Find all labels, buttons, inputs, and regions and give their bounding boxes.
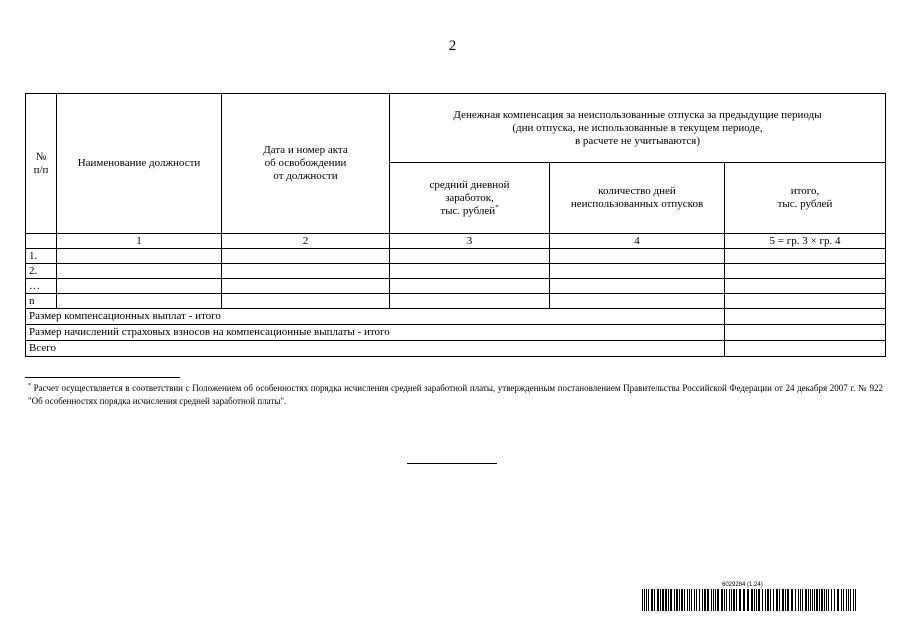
barcode-bar: [810, 589, 811, 611]
barcode-bar: [736, 589, 737, 611]
barcode-bar: [787, 589, 789, 611]
col-days-header: количество дней неиспользованных отпусков: [550, 163, 725, 234]
column-number: 2: [222, 234, 390, 249]
table-cell[interactable]: [725, 264, 886, 279]
page-number: 2: [448, 38, 457, 54]
barcode-bar: [785, 589, 786, 611]
barcode-bar: [670, 589, 672, 611]
barcode-label: 6029284 (1.24): [722, 582, 763, 588]
barcode-bar: [707, 589, 709, 611]
footnote: [28, 380, 883, 408]
barcode-bar: [648, 589, 649, 611]
column-number: 4: [550, 234, 725, 249]
barcode-bar: [819, 589, 820, 611]
summary-row-compensation: [26, 309, 886, 325]
table-cell[interactable]: [725, 249, 886, 264]
summary-label: Всего: [26, 341, 725, 357]
barcode-bar: [754, 589, 755, 611]
barcode-bar: [696, 589, 697, 611]
barcode-bar: [660, 589, 661, 611]
barcode-bar: [837, 589, 839, 611]
barcode-bar: [657, 589, 659, 611]
barcode-bar: [765, 589, 766, 611]
barcode-bar: [831, 589, 832, 611]
barcode-bar: [846, 589, 847, 611]
barcode-bar: [665, 589, 667, 611]
barcode-bar: [758, 589, 760, 611]
barcode-bar: [662, 589, 664, 611]
table-cell[interactable]: [57, 279, 222, 294]
barcode-bar: [828, 589, 829, 611]
end-of-document-rule: [407, 463, 497, 464]
table-cell[interactable]: [222, 279, 390, 294]
barcode-bar: [717, 589, 719, 611]
barcode-bar: [699, 589, 700, 611]
table-cell[interactable]: [550, 279, 725, 294]
row-number: 2.: [26, 264, 57, 279]
table-cell[interactable]: [390, 279, 550, 294]
barcode-bar: [855, 589, 856, 611]
barcode-bar: [848, 589, 849, 611]
barcode: [641, 589, 859, 611]
table-row: [26, 264, 886, 279]
table-cell[interactable]: [390, 264, 550, 279]
table-cell[interactable]: [550, 264, 725, 279]
barcode-bar: [679, 589, 680, 611]
col-no-header: № п/п: [26, 94, 57, 234]
barcode-bar: [739, 589, 741, 611]
summary-value-cell[interactable]: [725, 341, 886, 357]
compensation-table: [25, 93, 886, 357]
barcode-bar: [756, 589, 757, 611]
header-row-1: [26, 94, 886, 163]
barcode-bar: [850, 589, 851, 611]
barcode-bar: [814, 589, 815, 611]
barcode-bar: [782, 589, 784, 611]
summary-row-insurance: [26, 325, 886, 341]
barcode-bar: [805, 589, 807, 611]
table-cell[interactable]: [390, 294, 550, 309]
barcode-bar: [733, 589, 735, 611]
table-cell[interactable]: [222, 249, 390, 264]
barcode-bar: [642, 589, 643, 611]
barcode-bar: [841, 589, 842, 611]
barcode-bar: [816, 589, 818, 611]
barcode-bar: [689, 589, 690, 611]
table-cell[interactable]: [57, 294, 222, 309]
barcode-bar: [826, 589, 827, 611]
barcode-bar: [731, 589, 732, 611]
row-number: n: [26, 294, 57, 309]
summary-label: Размер компенсационных выплат - итого: [26, 309, 725, 325]
column-number: 1: [57, 234, 222, 249]
summary-value-cell[interactable]: [725, 325, 886, 341]
column-number: 3: [390, 234, 550, 249]
barcode-bar: [776, 589, 778, 611]
barcode-bar: [791, 589, 793, 611]
barcode-bar: [729, 589, 730, 611]
barcode-bar: [668, 589, 669, 611]
barcode-bar: [808, 589, 809, 611]
barcode-bar: [654, 589, 655, 611]
barcode-bar: [644, 589, 645, 611]
barcode-bar: [767, 589, 769, 611]
barcode-bar: [800, 589, 801, 611]
barcode-bar: [726, 589, 727, 611]
row-number: 1.: [26, 249, 57, 264]
table-row: [26, 279, 886, 294]
footnote-mark: *: [28, 383, 31, 389]
table-cell[interactable]: [725, 279, 886, 294]
table-cell[interactable]: [222, 264, 390, 279]
barcode-bar: [681, 589, 683, 611]
barcode-bar: [694, 589, 695, 611]
barcode-bar: [824, 589, 825, 611]
summary-row-total: [26, 341, 886, 357]
barcode-bar: [704, 589, 706, 611]
table-cell[interactable]: [550, 249, 725, 264]
barcode-bar: [795, 589, 796, 611]
table-cell[interactable]: [550, 294, 725, 309]
barcode-bar: [802, 589, 803, 611]
barcode-bar: [715, 589, 716, 611]
col-total-header: итого, тыс. рублей: [725, 163, 886, 234]
col-avg-earnings-header: [390, 163, 550, 234]
barcode-bar: [798, 589, 799, 611]
table-cell[interactable]: [390, 249, 550, 264]
barcode-bar: [743, 589, 745, 611]
barcode-bar: [684, 589, 685, 611]
barcode-bar: [711, 589, 712, 611]
barcode-bar: [721, 589, 723, 611]
table-row: [26, 294, 886, 309]
column-number-row: [26, 234, 886, 249]
table-row: [26, 249, 886, 264]
barcode-bar: [651, 589, 653, 611]
barcode-bar: [713, 589, 714, 611]
barcode-bar: [843, 589, 844, 611]
col-act-header: Дата и номер акта об освобождении от должности: [222, 94, 390, 234]
footnote-text: Расчет осуществляется в соответствии с Положением об особенностях порядка исчисления средней заработной платы, утвержденным постановлением Правительства Российской Федерации от 24 декабря 2007 г. № 922 "Об особенностях порядка исчисления средней заработной платы".: [28, 383, 883, 406]
column-number: 5 = гр. 3 × гр. 4: [725, 234, 886, 249]
barcode-bar: [853, 589, 854, 611]
barcode-bar: [812, 589, 813, 611]
barcode-bar: [770, 589, 771, 611]
barcode-bar: [724, 589, 725, 611]
barcode-bar: [821, 589, 823, 611]
table-cell[interactable]: [57, 249, 222, 264]
table-cell[interactable]: [222, 294, 390, 309]
compensation-group-header: Денежная компенсация за неиспользованные отпуска за предыдущие периоды (дни отпуска, не использованные в текущем периоде, в расчете не учитываются): [390, 94, 886, 163]
row-number: …: [26, 279, 57, 294]
barcode-bar: [687, 589, 688, 611]
col-avg-earnings-label: средний дневной заработок, тыс. рублей: [429, 178, 510, 217]
barcode-bar: [691, 589, 692, 611]
table-cell[interactable]: [725, 294, 886, 309]
footnote-divider: [25, 377, 180, 378]
summary-value-cell[interactable]: [725, 309, 886, 325]
barcode-bar: [762, 589, 763, 611]
col-position-header: Наименование должности: [57, 94, 222, 234]
barcode-bar: [747, 589, 749, 611]
barcode-bar: [674, 589, 675, 611]
table-cell[interactable]: [57, 264, 222, 279]
column-number: [26, 234, 57, 249]
barcode-bar: [779, 589, 780, 611]
barcode-bar: [834, 589, 835, 611]
barcode-bar: [646, 589, 647, 611]
summary-label: Размер начислений страховых взносов на компенсационные выплаты - итого: [26, 325, 725, 341]
footnote-mark: *: [495, 202, 499, 211]
barcode-bar: [773, 589, 774, 611]
barcode-bar: [751, 589, 753, 611]
barcode-bar: [676, 589, 678, 611]
barcode-bar: [702, 589, 703, 611]
